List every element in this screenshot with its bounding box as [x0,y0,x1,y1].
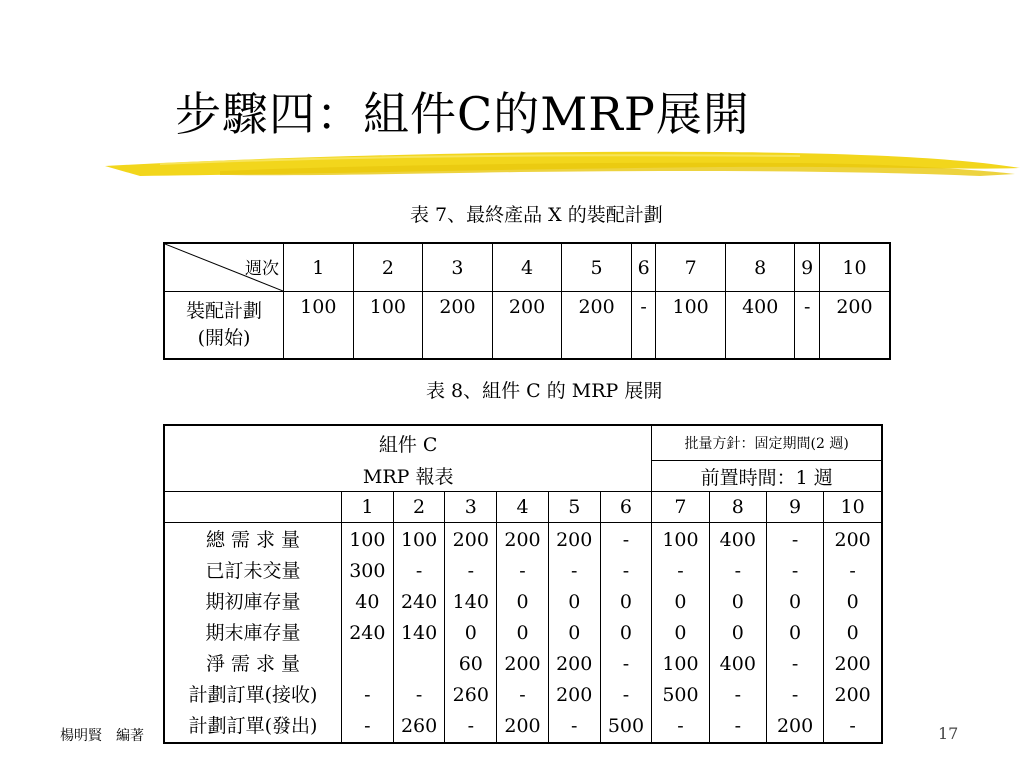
cell: - [415,684,423,706]
week-header: 10 [824,492,882,523]
cell: - [571,560,578,582]
cell: 0 [568,591,581,613]
corner-cell [164,243,284,292]
cell: 140 [452,591,489,613]
cell: 0 [789,622,802,644]
cell: 200 [556,653,593,675]
week-header: 4 [492,243,562,292]
cell: - [364,684,371,706]
cell: - [467,715,474,737]
week-header: 9 [766,492,823,523]
cell [342,649,393,680]
row-label-line1: 裝配計劃 [185,300,262,322]
row-label-line2: (開始) [197,327,251,349]
cell: - [734,684,741,706]
cell: - [622,529,630,551]
cell: 200 [452,529,489,551]
week-header: 7 [652,492,709,523]
cell: - [467,560,474,582]
row-label [164,292,284,360]
cell: 100 [662,653,699,675]
row-label: 計劃訂單(接收) [188,684,318,706]
week-column [766,523,823,744]
page-number: 17 [938,724,959,743]
week-header: 3 [445,492,497,523]
blank-header [164,492,342,523]
plan-value: 100 [353,292,423,360]
cell: 0 [674,622,687,644]
week-header: 9 [795,243,819,292]
cell: - [622,653,630,675]
cell: 0 [464,622,477,644]
week-column [445,523,497,744]
plan-value: - [795,292,819,360]
cell: 300 [349,560,386,582]
week-column [548,523,600,744]
cell: - [415,560,423,582]
cell: 100 [400,529,438,551]
plan-value: 200 [819,292,890,360]
week-header: 5 [562,243,632,292]
row-label: 期末庫存量 [205,622,301,644]
cell: 100 [662,529,699,551]
cell: 0 [789,591,802,613]
week-header: 1 [342,492,394,523]
cell: - [622,560,630,582]
cell: 400 [719,653,756,675]
cell: 240 [349,622,386,644]
week-header: 5 [548,492,600,523]
row-label: 總 需 求 量 [205,529,301,551]
cell: 240 [400,591,438,613]
cell: - [791,529,799,551]
cell: - [622,684,630,706]
week-column [393,523,445,744]
cell: 500 [607,715,645,737]
week-header: 2 [393,492,445,523]
week-header: 7 [656,243,726,292]
cell [394,649,445,680]
cell: 260 [400,715,438,737]
plan-value: 200 [562,292,632,360]
cell: - [734,560,741,582]
week-header: 4 [497,492,549,523]
cell: - [734,715,741,737]
week-header: 10 [819,243,890,292]
cell: 0 [568,622,581,644]
cell: - [849,715,856,737]
plan-value: - [631,292,655,360]
row-label: 淨 需 求 量 [205,653,301,675]
cell: 0 [731,591,744,613]
week-header: 1 [284,243,354,292]
plan-value: 100 [284,292,354,360]
cell: 0 [516,622,529,644]
cell: 200 [504,653,541,675]
week-column [342,523,394,744]
cell: - [677,560,684,582]
mrp-table [163,424,883,744]
week-header: 6 [631,243,655,292]
cell: 200 [556,684,593,706]
week-column [497,523,549,744]
week-column [709,523,766,744]
cell: 400 [719,529,756,551]
cell: 100 [349,529,386,551]
cell: - [791,560,799,582]
cell: - [791,653,799,675]
cell: 200 [834,529,871,551]
row-label: 已訂未交量 [205,560,301,582]
assembly-plan-table [163,242,891,360]
cell: 60 [458,653,483,675]
week-header: 8 [709,492,766,523]
cell: 200 [834,653,871,675]
week-header: 8 [725,243,795,292]
week-header-label: 週次 [245,259,279,279]
cell: 200 [504,715,541,737]
cell: - [677,715,684,737]
plan-value: 100 [656,292,726,360]
week-header: 3 [423,243,493,292]
plan-value: 200 [492,292,562,360]
cell: 0 [674,591,687,613]
cell: - [519,684,526,706]
cell: 0 [731,622,744,644]
cell: 0 [846,591,859,613]
cell: 0 [619,622,632,644]
cell: 40 [355,591,380,613]
cell: 200 [504,529,541,551]
cell: 200 [834,684,871,706]
cell: 0 [516,591,529,613]
table8-caption: 表 8、組件 C 的 MRP 展開 [426,380,663,402]
slide-title: 步驟四：組件C的MRP展開 [175,87,750,141]
cell: - [571,715,578,737]
cell: 0 [619,591,632,613]
week-column [600,523,652,744]
cell: - [519,560,526,582]
week-column [652,523,709,744]
cell: - [849,560,856,582]
footer-author: 楊明賢 編著 [60,728,144,744]
report-name: MRP 報表 [164,461,652,492]
cell: 200 [556,529,593,551]
cell: 260 [452,684,489,706]
lead-time: 前置時間：1 週 [652,461,882,492]
plan-value: 200 [423,292,493,360]
week-header: 2 [353,243,423,292]
cell: 500 [662,684,699,706]
week-header: 6 [600,492,652,523]
cell: 200 [776,715,814,737]
cell: 140 [400,622,438,644]
row-label: 期初庫存量 [205,591,301,613]
plan-value: 400 [725,292,795,360]
row-labels [164,523,342,744]
cell: - [364,715,371,737]
yellow-brush-stroke [100,140,1024,190]
row-label: 計劃訂單(發出) [188,715,318,737]
cell: 0 [846,622,859,644]
week-column [824,523,882,744]
cell: - [791,684,799,706]
table7-caption: 表 7、最終產品 X 的裝配計劃 [410,204,663,226]
lot-policy: 批量方針：固定期間(2 週) [652,425,882,461]
component-name: 組件 C [164,425,652,461]
